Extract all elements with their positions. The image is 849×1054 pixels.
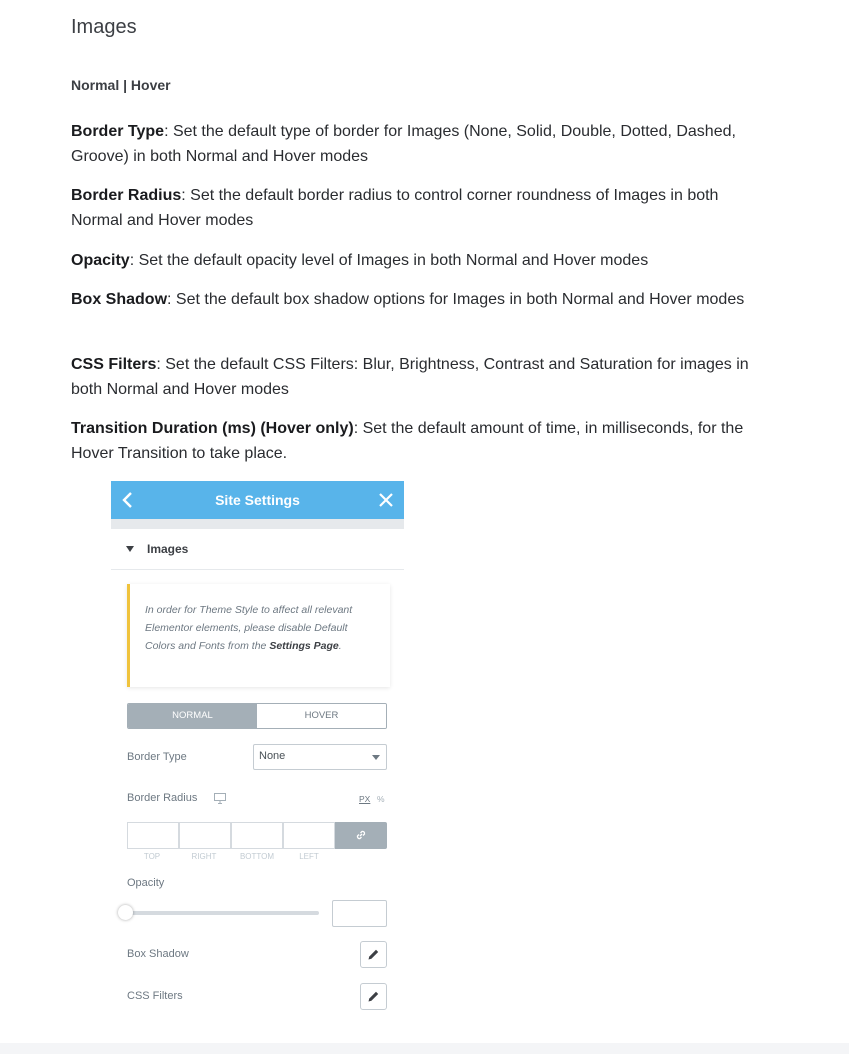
notice-body: In order for Theme Style to affect all relevant Elementor elements, please disable Default Colors and Fonts from the	[145, 604, 353, 652]
radius-left-input[interactable]	[283, 822, 335, 849]
border-type-value: None	[259, 750, 286, 762]
theme-style-notice	[127, 584, 390, 687]
item-text: : Set the default CSS Filters: Blur, Brightness, Contrast and Saturation for images in both Normal and Hover modes	[71, 356, 749, 398]
notice-text	[145, 601, 380, 655]
unit-percent[interactable]: %	[377, 794, 385, 804]
item-term: CSS Filters	[71, 356, 157, 373]
item-term: Opacity	[71, 252, 130, 269]
box-shadow-label: Box Shadow	[127, 948, 189, 960]
border-radius-inputs	[127, 822, 387, 849]
opacity-slider-handle[interactable]	[118, 905, 133, 920]
item-term: Transition Duration (ms) (Hover only)	[71, 420, 354, 437]
page-footer-strip	[0, 1043, 849, 1054]
radius-right-input[interactable]	[179, 822, 231, 849]
link-values-button[interactable]	[335, 822, 387, 849]
item-term: Border Type	[71, 123, 165, 140]
item-opacity	[71, 248, 751, 273]
mode-line: Normal | Hover	[71, 77, 171, 93]
item-text: : Set the default border radius to control corner roundness of Images in both Normal and Hover modes	[71, 187, 719, 229]
state-tabs	[127, 703, 387, 729]
css-filters-edit-button[interactable]	[360, 983, 387, 1010]
dim-label-right: RIGHT	[191, 852, 217, 861]
panel-title: Site Settings	[215, 492, 300, 508]
panel-header	[111, 481, 404, 519]
item-term: Box Shadow	[71, 291, 168, 308]
opacity-label: Opacity	[127, 877, 165, 889]
link-icon	[355, 829, 367, 841]
section-label: Images	[147, 542, 189, 556]
tab-hover[interactable]: HOVER	[257, 704, 386, 728]
item-border-type	[71, 119, 751, 169]
caret-down-icon	[126, 546, 134, 552]
notice-end: .	[338, 640, 342, 652]
item-text: : Set the default opacity level of Images in both Normal and Hover modes	[129, 252, 649, 269]
desktop-icon[interactable]	[214, 793, 226, 804]
item-transition-duration	[71, 416, 751, 466]
item-text: : Set the default type of border for Images (None, Solid, Double, Dotted, Dashed, Groove) in both Normal and Hover modes	[71, 123, 736, 165]
settings-page-link[interactable]: Settings Page	[269, 640, 339, 652]
back-arrow-icon[interactable]	[121, 491, 135, 509]
border-radius-label: Border Radius	[127, 792, 198, 804]
close-icon[interactable]	[378, 492, 394, 508]
box-shadow-edit-button[interactable]	[360, 941, 387, 968]
border-type-label: Border Type	[127, 751, 187, 763]
border-type-select[interactable]	[253, 744, 387, 770]
dim-label-top: TOP	[143, 852, 161, 861]
tab-normal[interactable]: NORMAL	[128, 704, 257, 728]
dim-label-left: LEFT	[299, 852, 319, 861]
item-text: : Set the default box shadow options for Images in both Normal and Hover modes	[167, 291, 745, 308]
opacity-slider-track[interactable]	[127, 911, 319, 915]
section-title: Images	[71, 16, 137, 38]
item-border-radius	[71, 183, 751, 233]
dim-label-bottom: BOTTOM	[239, 852, 275, 861]
radius-top-input[interactable]	[127, 822, 179, 849]
pencil-icon	[367, 948, 380, 961]
unit-px[interactable]: PX	[359, 794, 371, 804]
item-term: Border Radius	[71, 187, 182, 204]
item-box-shadow	[71, 287, 751, 312]
site-settings-panel	[111, 481, 404, 1021]
dropdown-arrow-icon	[372, 755, 380, 760]
item-text: : Set the default amount of time, in milliseconds, for the Hover Transition to take place.	[71, 420, 744, 462]
css-filters-label: CSS Filters	[127, 990, 183, 1002]
opacity-input[interactable]	[332, 900, 387, 927]
images-section-toggle[interactable]	[111, 529, 404, 570]
item-css-filters	[71, 352, 751, 402]
pencil-icon	[367, 990, 380, 1003]
radius-bottom-input[interactable]	[231, 822, 283, 849]
header-divider	[111, 519, 404, 529]
